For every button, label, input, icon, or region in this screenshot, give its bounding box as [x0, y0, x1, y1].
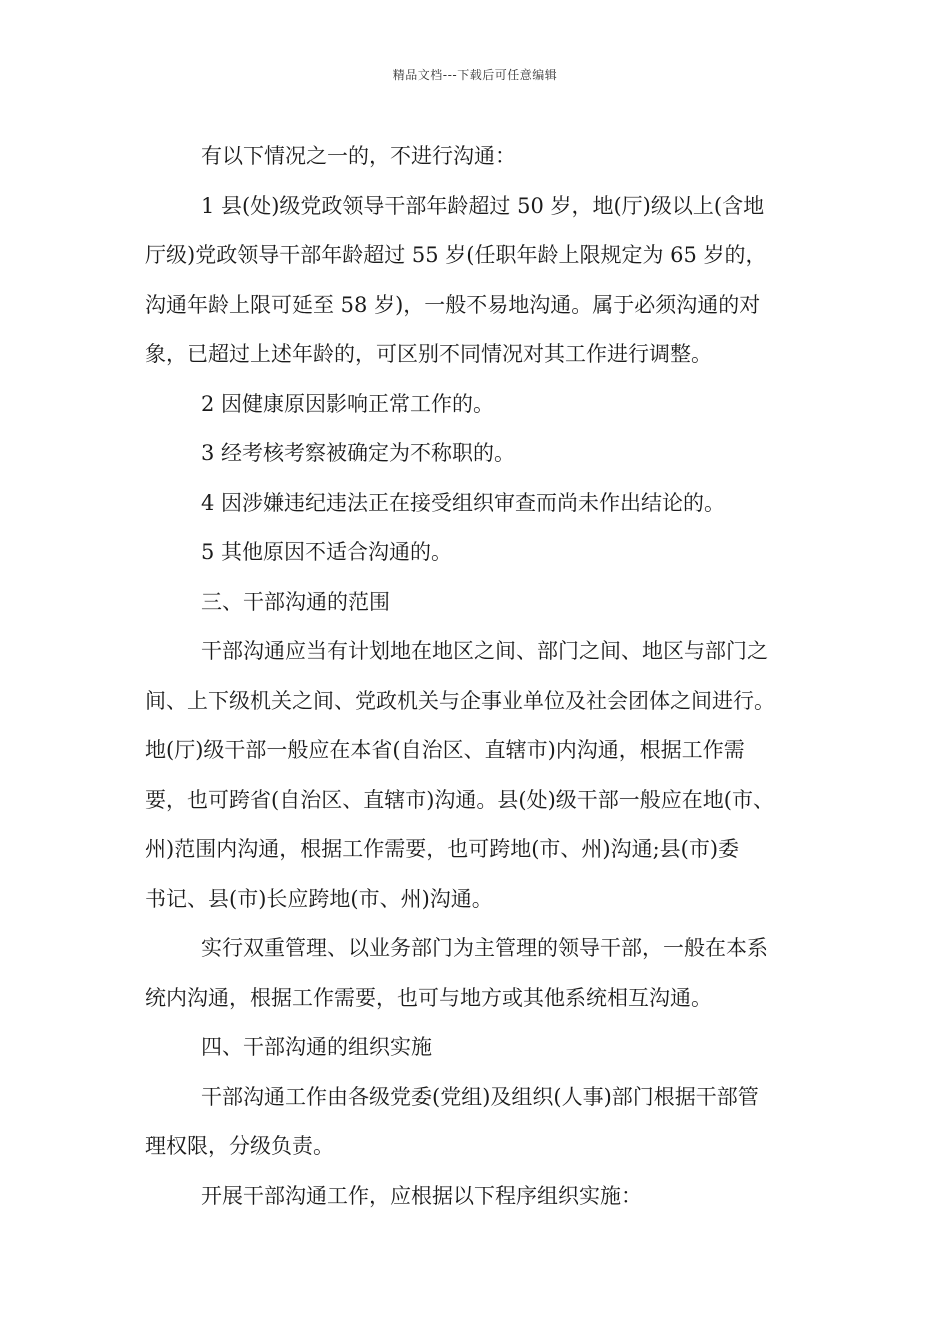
text-line: 5 其他原因不适合沟通的。	[201, 540, 453, 564]
text-line: 三、干部沟通的范围	[201, 589, 390, 614]
paragraph	[145, 479, 815, 529]
section-heading	[145, 578, 815, 628]
page-header: 精品文档---下载后可任意编辑	[392, 68, 558, 82]
text-line: 4 因涉嫌违纪违法正在接受组织审查而尚未作出结论的。	[201, 490, 726, 515]
text-line: 沟通年龄上限可延至 58 岁)，一般不易地沟通。属于必须沟通的对	[145, 292, 761, 317]
text-line: 有以下情况之一的，不进行沟通：	[201, 144, 516, 168]
text-line: 地(厅)级干部一般应在本省(自治区、直辖市)内沟通，根据工作需	[145, 738, 745, 762]
paragraph	[145, 429, 815, 479]
text-line: 开展干部沟通工作，应根据以下程序组织实施：	[201, 1183, 642, 1208]
paragraph	[145, 1172, 815, 1222]
text-line: 厅级)党政领导干部年龄超过 55 岁(任职年龄上限规定为 65 岁的，	[145, 243, 767, 267]
text-line: 象，已超过上述年龄的，可区别不同情况对其工作进行调整。	[145, 342, 712, 366]
text-line: 2 因健康原因影响正常工作的。	[201, 391, 495, 416]
section-heading	[145, 1023, 815, 1073]
text-line: 统内沟通，根据工作需要，也可与地方或其他系统相互沟通。	[145, 985, 712, 1010]
text-line: 要，也可跨省(自治区、直辖市)沟通。县(处)级干部一般应在地(市、	[145, 787, 774, 812]
text-line: 干部沟通应当有计划地在地区之间、部门之间、地区与部门之	[201, 639, 768, 663]
document-body	[145, 132, 815, 1221]
text-line: 实行双重管理、以业务部门为主管理的领导干部，一般在本系	[201, 936, 768, 960]
paragraph	[145, 1073, 815, 1172]
paragraph	[145, 182, 815, 380]
paragraph	[145, 132, 815, 182]
text-line: 书记、县(市)长应跨地(市、州)沟通。	[145, 886, 493, 911]
text-line: 干部沟通工作由各级党委(党组)及组织(人事)部门根据干部管	[201, 1084, 759, 1109]
paragraph	[145, 924, 815, 1023]
paragraph	[145, 380, 815, 430]
text-line: 3 经考核考察被确定为不称职的。	[201, 441, 516, 465]
text-line: 间、上下级机关之间、党政机关与企事业单位及社会团体之间进行。	[145, 688, 775, 713]
paragraph	[145, 627, 815, 924]
text-line: 1 县(处)级党政领导干部年龄超过 50 岁，地(厅)级以上(含地	[201, 193, 765, 218]
text-line: 四、干部沟通的组织实施	[201, 1035, 432, 1059]
paragraph	[145, 528, 815, 578]
text-line: 理权限，分级负责。	[145, 1134, 334, 1158]
text-line: 州)范围内沟通，根据工作需要，也可跨地(市、州)沟通;县(市)委	[145, 837, 740, 861]
